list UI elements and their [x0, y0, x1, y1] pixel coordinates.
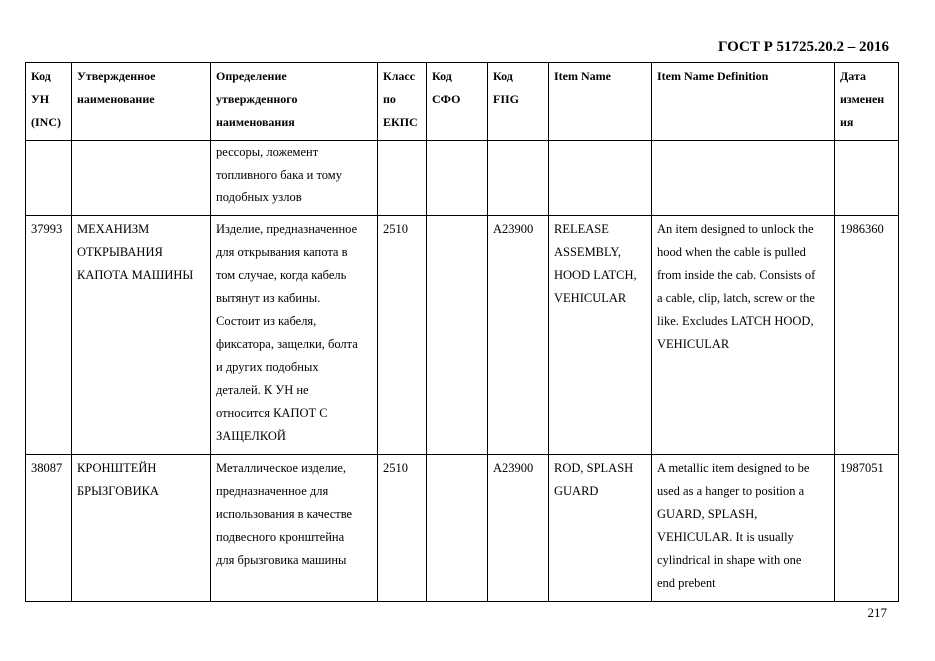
header-line: Код	[432, 69, 452, 83]
header-line: Класс	[383, 69, 416, 83]
cell-line: ЗАЩЕЛКОЙ	[216, 428, 286, 443]
header-code-fiig	[488, 63, 549, 141]
cell-line: A23900	[493, 221, 534, 236]
table-row	[26, 215, 899, 454]
cell-line: VEHICULAR. It is usually	[657, 529, 794, 544]
cell-line: like. Excludes LATCH HOOD,	[657, 313, 814, 328]
header-line: ЕКПС	[383, 115, 418, 129]
cell-item-name-definition	[652, 215, 835, 454]
cell-approved-name	[72, 454, 211, 601]
cell-code-sfo	[427, 454, 488, 601]
cell-line: GUARD	[554, 483, 599, 498]
cell-definition-ru	[211, 141, 378, 216]
cell-line: Состоит из кабеля,	[216, 313, 317, 328]
header-item-name	[549, 63, 652, 141]
registry-table	[25, 62, 899, 602]
page-number: 217	[867, 605, 887, 620]
cell-approved-name	[72, 215, 211, 454]
header-line: СФО	[432, 92, 461, 106]
cell-line: A metallic item designed to be	[657, 460, 810, 475]
cell-line: 38087	[31, 460, 63, 475]
header-line: ия	[840, 115, 854, 129]
header-code-un	[26, 63, 72, 141]
cell-line: 2510	[383, 221, 408, 236]
cell-line: топливного бака и тому	[216, 167, 342, 182]
header-class-ekps	[378, 63, 427, 141]
header-line: Дата	[840, 69, 866, 83]
cell-line: ROD, SPLASH	[554, 460, 634, 475]
cell-code-fiig	[488, 141, 549, 216]
header-line: Item Name	[554, 69, 611, 83]
header-definition-ru	[211, 63, 378, 141]
cell-line: used as a hanger to position a	[657, 483, 805, 498]
header-change-date	[835, 63, 899, 141]
cell-code-un	[26, 454, 72, 601]
cell-line: БРЫЗГОВИКА	[77, 483, 159, 498]
header-line: (INC)	[31, 115, 61, 129]
cell-line: предназначенное для	[216, 483, 329, 498]
header-line: наименования	[216, 115, 295, 129]
cell-line: фиксатора, защелки, болта	[216, 336, 358, 351]
cell-line: VEHICULAR	[554, 290, 627, 305]
header-line: Определение	[216, 69, 287, 83]
header-line: наименование	[77, 92, 155, 106]
cell-line: a cable, clip, latch, screw or the	[657, 290, 815, 305]
cell-item-name	[549, 141, 652, 216]
cell-line: подвесного кронштейна	[216, 529, 345, 544]
cell-line: An item designed to unlock the	[657, 221, 814, 236]
cell-change-date	[835, 141, 899, 216]
cell-line: RELEASE	[554, 221, 609, 236]
header-code-sfo	[427, 63, 488, 141]
cell-item-name	[549, 215, 652, 454]
cell-code-un	[26, 141, 72, 216]
cell-line: для брызговика машины	[216, 552, 347, 567]
cell-line: деталей. К УН не	[216, 382, 309, 397]
header-line: по	[383, 92, 396, 106]
cell-code-un	[26, 215, 72, 454]
cell-line: КАПОТА МАШИНЫ	[77, 267, 194, 282]
cell-line: МЕХАНИЗМ	[77, 221, 150, 236]
cell-item-name-definition	[652, 141, 835, 216]
cell-code-fiig	[488, 215, 549, 454]
cell-line: Металлическое изделие,	[216, 460, 347, 475]
header-line: Item Name Definition	[657, 69, 769, 83]
table-row	[26, 454, 899, 601]
header-line: Код	[493, 69, 513, 83]
cell-line: ОТКРЫВАНИЯ	[77, 244, 163, 259]
header-line: изменен	[840, 92, 885, 106]
cell-change-date	[835, 215, 899, 454]
cell-approved-name	[72, 141, 211, 216]
cell-line: и других подобных	[216, 359, 319, 374]
cell-code-sfo	[427, 141, 488, 216]
cell-line: Изделие, предназначенное	[216, 221, 358, 236]
cell-line: рессоры, ложемент	[216, 145, 319, 159]
cell-line: end prebent	[657, 575, 716, 590]
cell-line: вытянут из кабины.	[216, 290, 321, 305]
cell-line: ASSEMBLY,	[554, 244, 621, 259]
cell-line: from inside the cab. Consists of	[657, 267, 816, 282]
cell-item-name-definition	[652, 454, 835, 601]
cell-line: использования в качестве	[216, 506, 353, 521]
table-body	[26, 141, 899, 602]
cell-line: hood when the cable is pulled	[657, 244, 806, 259]
header-item-name-definition	[652, 63, 835, 141]
cell-line: 1987051	[840, 460, 884, 475]
cell-class-ekps	[378, 215, 427, 454]
cell-line: A23900	[493, 460, 534, 475]
cell-definition-ru	[211, 215, 378, 454]
cell-line: относится КАПОТ С	[216, 405, 328, 420]
header-line: УН	[31, 92, 50, 106]
cell-line: том случае, когда кабель	[216, 267, 347, 282]
cell-code-fiig	[488, 454, 549, 601]
cell-code-sfo	[427, 215, 488, 454]
header-line: утвержденного	[216, 92, 298, 106]
cell-line: GUARD, SPLASH,	[657, 506, 758, 521]
cell-item-name	[549, 454, 652, 601]
cell-class-ekps	[378, 454, 427, 601]
cell-class-ekps	[378, 141, 427, 216]
cell-line: 1986360	[840, 221, 884, 236]
cell-line: КРОНШТЕЙН	[77, 460, 157, 475]
cell-line: 37993	[31, 221, 63, 236]
cell-line: подобных узлов	[216, 190, 302, 204]
cell-line: VEHICULAR	[657, 336, 730, 351]
cell-line: для открывания капота в	[216, 244, 348, 259]
header-line: Утвержденное	[77, 69, 156, 83]
cell-definition-ru	[211, 454, 378, 601]
cell-line: cylindrical in shape with one	[657, 552, 802, 567]
cell-change-date	[835, 454, 899, 601]
header-line: FIIG	[493, 92, 520, 106]
header-line: Код	[31, 69, 51, 83]
table-row	[26, 141, 899, 216]
table-header-row	[26, 63, 899, 141]
document-header: ГОСТ Р 51725.20.2 – 2016	[717, 39, 889, 55]
cell-line: 2510	[383, 460, 408, 475]
cell-line: HOOD LATCH,	[554, 267, 637, 282]
header-approved-name	[72, 63, 211, 141]
